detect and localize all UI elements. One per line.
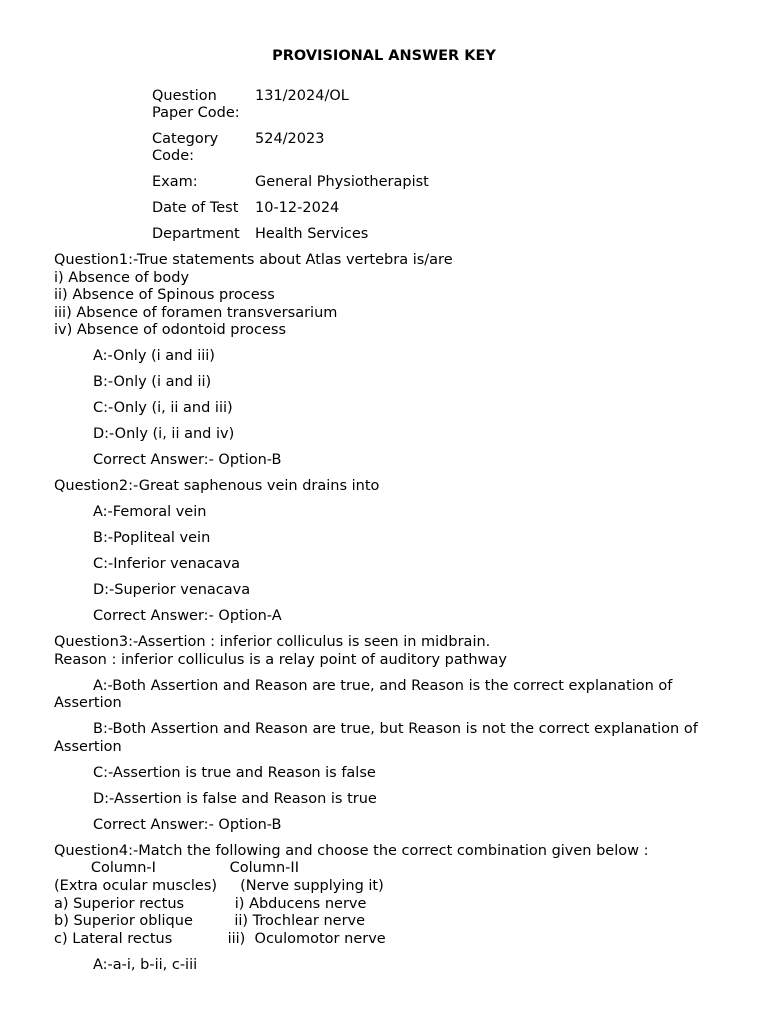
question-1-option-d: D:-Only (i, ii and iv) xyxy=(93,426,235,443)
meta-value-department: Health Services xyxy=(255,226,369,242)
question-1-correct-answer: Correct Answer:- Option-B xyxy=(93,452,282,469)
meta-value-category-code: 524/2023 xyxy=(255,131,325,147)
question-1-option-b: B:-Only (i and ii) xyxy=(93,374,212,391)
question-1-stem: Question1:-True statements about Atlas vertebra is/are i) Absence of body ii) Absence of Spinous process iii) Absence of foramen transversarium iv) Absence of odontoid process xyxy=(54,252,453,339)
meta-label-category-code: Category Code: xyxy=(152,131,219,164)
meta-label-paper-code: Question Paper Code: xyxy=(152,88,240,121)
question-2-option-b: B:-Popliteal vein xyxy=(93,530,211,547)
question-3-option-d: D:-Assertion is false and Reason is true xyxy=(93,790,377,807)
exam-meta-table xyxy=(152,88,429,252)
question-4 xyxy=(54,843,734,975)
meta-row-category-code xyxy=(152,131,429,165)
document-title: PROVISIONAL ANSWER KEY xyxy=(272,48,496,64)
questions-list xyxy=(54,252,734,974)
question-2 xyxy=(54,478,734,626)
question-1 xyxy=(54,252,734,470)
meta-label-date: Date of Test xyxy=(152,200,239,216)
meta-value-exam: General Physiotherapist xyxy=(255,174,429,190)
meta-row-department xyxy=(152,226,429,243)
meta-value-paper-code: 131/2024/OL xyxy=(255,88,349,104)
question-1-option-a: A:-Only (i and iii) xyxy=(93,348,215,365)
meta-row-date xyxy=(152,200,429,217)
question-1-option-c: C:-Only (i, ii and iii) xyxy=(93,400,233,417)
question-2-stem: Question2:-Great saphenous vein drains into xyxy=(54,478,380,495)
question-3-option-a: A:-Both Assertion and Reason are true, and Reason is the correct explanation of Assertion xyxy=(54,677,673,712)
question-4-stem: Question4:-Match the following and choose the correct combination given below : Column-I Column-II (Extra ocular muscles) (Nerve supplying it) a) Superior rectus i) Abducens nerve b) Superior oblique ii) Trochlear nerve c) Lateral rectus iii) Oculomotor nerve xyxy=(54,842,649,947)
question-3-stem: Question3:-Assertion : inferior colliculus is seen in midbrain. Reason : inferior colliculus is a relay point of auditory pathway xyxy=(54,634,507,668)
question-3 xyxy=(54,634,734,834)
question-2-option-c: C:-Inferior venacava xyxy=(93,556,241,573)
meta-label-exam: Exam: xyxy=(152,174,198,190)
question-4-option-a: A:-a-i, b-ii, c-iii xyxy=(93,956,198,973)
question-2-option-a: A:-Femoral vein xyxy=(93,504,207,521)
question-2-correct-answer: Correct Answer:- Option-A xyxy=(93,608,282,625)
question-3-option-c: C:-Assertion is true and Reason is false xyxy=(93,764,376,781)
question-3-correct-answer: Correct Answer:- Option-B xyxy=(93,816,282,833)
meta-label-department: Department xyxy=(152,226,240,242)
meta-row-exam xyxy=(152,174,429,191)
question-3-option-b: B:-Both Assertion and Reason are true, but Reason is not the correct explanation of Assertion xyxy=(54,721,698,755)
meta-row-paper-code xyxy=(152,88,429,122)
question-2-option-d: D:-Superior venacava xyxy=(93,582,251,599)
meta-value-date: 10-12-2024 xyxy=(255,200,340,216)
